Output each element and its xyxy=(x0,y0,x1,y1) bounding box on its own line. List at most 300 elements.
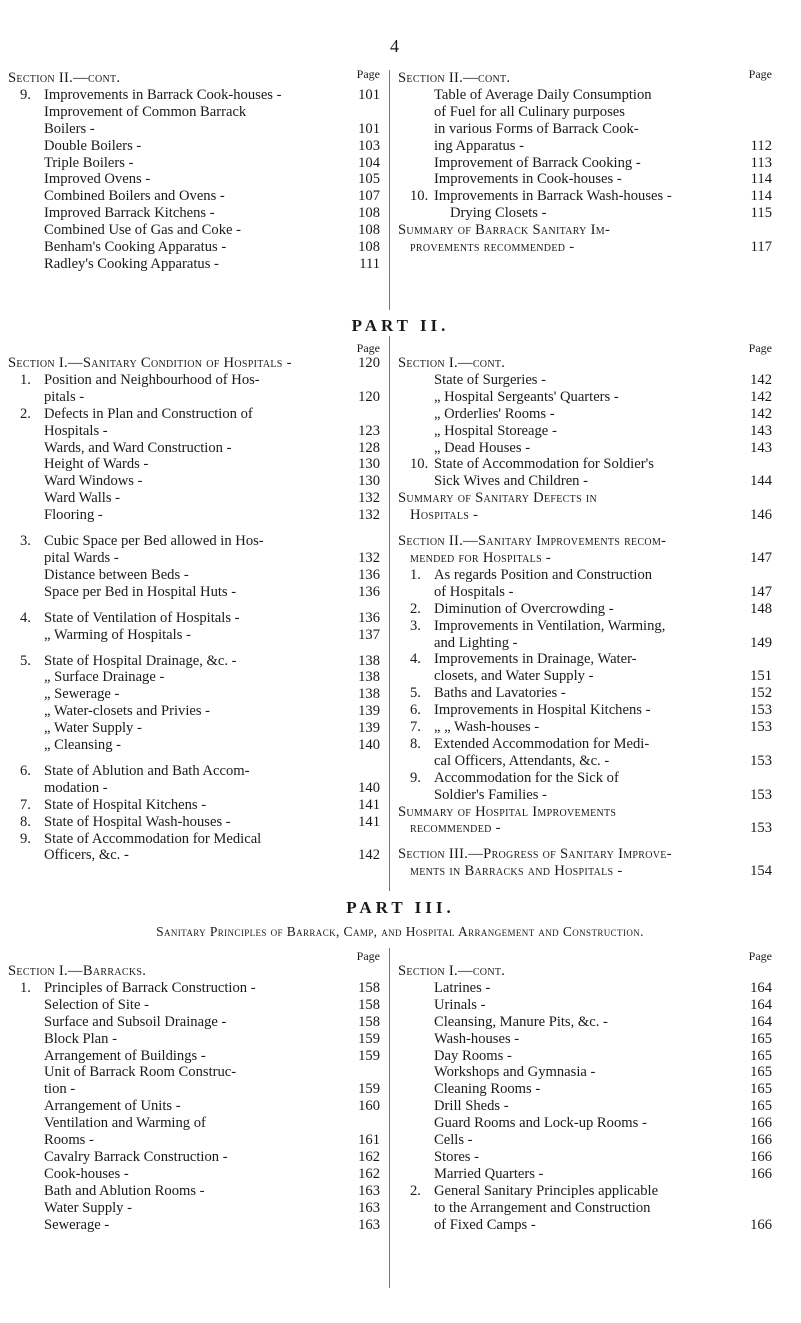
toc-entry xyxy=(398,550,772,567)
page-ref: 151 xyxy=(750,668,772,685)
toc-entry xyxy=(8,473,380,490)
entry-number: 6. xyxy=(20,762,31,779)
page-ref: 142 xyxy=(750,388,772,405)
leader-dash: - xyxy=(141,171,154,188)
page-ref: 115 xyxy=(750,205,772,222)
page-label: Page xyxy=(356,67,380,81)
part-banner: Sanitary Principles of Barrack, Camp, and Hospital Arrangement and Construction. xyxy=(156,924,644,939)
entry-title: Arrangement of Buildings xyxy=(44,1047,198,1064)
section-heading: Section I.—cont. xyxy=(398,355,506,371)
leader-dash: - xyxy=(217,239,230,256)
entry-title: Improvement of Barrack Cooking xyxy=(434,154,633,171)
leader-dash: - xyxy=(120,1165,133,1182)
leader-dash: - xyxy=(491,820,505,837)
entry-title: „ Water-closets and Privies xyxy=(44,703,202,720)
page-ref: 120 xyxy=(358,388,380,405)
entry-title: „ Cleansing xyxy=(44,737,113,754)
part-title: PART II. xyxy=(351,316,450,335)
page-ref: 108 xyxy=(358,205,380,222)
toc-entry xyxy=(398,719,772,736)
page-ref: 166 xyxy=(750,1132,772,1149)
entry-title: Stores xyxy=(434,1148,471,1165)
leader-dash: - xyxy=(180,566,193,583)
leader-dash: - xyxy=(111,490,124,507)
toc-entry xyxy=(8,423,380,440)
toc-entry xyxy=(398,753,772,770)
entry-title: in various Forms of Barrack Cook- xyxy=(434,120,639,137)
page-ref: 139 xyxy=(358,720,380,737)
page-ref: 103 xyxy=(358,137,380,154)
leader-dash: - xyxy=(282,355,296,371)
toc-entry xyxy=(398,997,772,1014)
page-ref: 158 xyxy=(358,979,380,996)
entry-title: Summary of Hospital Improvements xyxy=(398,803,617,820)
entry-title: Arrangement of Units xyxy=(44,1098,173,1115)
toc-entry xyxy=(398,1217,772,1234)
page-ref: 165 xyxy=(750,1098,772,1115)
entry-number: 1. xyxy=(20,979,31,996)
entry-title: Principles of Barrack Construction xyxy=(44,979,248,996)
leader-dash: - xyxy=(99,422,112,439)
toc-entry xyxy=(398,533,772,550)
entry-title: Baths and Lavatories xyxy=(434,685,558,702)
entry-number: 3. xyxy=(20,533,31,550)
entry-title: Improved Barrack Kitchens xyxy=(44,205,207,222)
entries xyxy=(398,87,772,256)
toc-entry xyxy=(8,87,380,104)
page-label: Page xyxy=(356,949,380,963)
page-label: Page xyxy=(748,949,772,963)
entry-title: recommended xyxy=(410,820,492,837)
toc-entry xyxy=(398,668,772,685)
entry-title: and Lighting xyxy=(434,634,509,651)
leader-dash: - xyxy=(120,847,133,864)
toc-entry xyxy=(8,831,380,848)
entry-title: Urinals xyxy=(434,996,477,1013)
page-ref: 149 xyxy=(750,634,772,651)
entry-title: State of Surgeries xyxy=(434,371,538,388)
leader-dash: - xyxy=(75,388,88,405)
entry-title: Benham's Cooking Apparatus xyxy=(44,239,218,256)
leader-dash: - xyxy=(206,205,219,222)
leader-dash: - xyxy=(197,796,210,813)
leader-dash: - xyxy=(663,188,676,205)
toc-entry xyxy=(398,820,772,837)
entry-title: Selection of Site xyxy=(44,996,141,1013)
toc-entry xyxy=(8,490,380,507)
page-ref: 140 xyxy=(358,737,380,754)
entry-title: Combined Use of Gas and Coke xyxy=(44,222,233,239)
toc-entry xyxy=(398,490,772,507)
entries xyxy=(398,372,772,880)
leader-dash: - xyxy=(599,1013,612,1030)
part-title: PART III. xyxy=(346,898,455,917)
toc-entry xyxy=(398,171,772,188)
page-ref: 153 xyxy=(750,786,772,803)
toc-entry xyxy=(8,456,380,473)
toc-entry xyxy=(8,567,380,584)
entry-title: Drying Closets xyxy=(450,205,538,222)
page-ref: 142 xyxy=(750,371,772,388)
leader-dash: - xyxy=(228,652,241,669)
toc-col-2a xyxy=(8,340,380,864)
page-ref: 159 xyxy=(358,1047,380,1064)
toc-entry xyxy=(398,1098,772,1115)
entry-title: Combined Boilers and Ovens xyxy=(44,188,217,205)
page-ref: 130 xyxy=(358,456,380,473)
entry-title: Hospitals xyxy=(410,507,470,524)
toc-col-3a xyxy=(8,948,380,1234)
page-ref: 138 xyxy=(358,669,380,686)
leader-dash: - xyxy=(140,996,153,1013)
toc-entry xyxy=(8,1115,380,1132)
page-ref: 153 xyxy=(750,752,772,769)
toc-entry xyxy=(8,669,380,686)
entry-title: Flooring xyxy=(44,507,95,524)
entry-title: „ Orderlies' Rooms xyxy=(434,405,547,422)
page-ref: 138 xyxy=(358,652,380,669)
toc-entry xyxy=(398,440,772,457)
entry-title: of Fuel for all Culinary purposes xyxy=(434,103,625,120)
toc-entry xyxy=(8,188,380,205)
column-divider xyxy=(389,70,390,310)
spacer xyxy=(8,644,380,653)
entry-title: Cleansing, Manure Pits, &c. xyxy=(434,1013,600,1030)
entry-title: Drill Sheds xyxy=(434,1098,501,1115)
toc-col-1b xyxy=(398,67,772,256)
page-label: Page xyxy=(356,341,380,355)
entry-number: 9. xyxy=(20,86,31,103)
entry-number: 9. xyxy=(20,830,31,847)
page-ref: 147 xyxy=(750,549,772,566)
entry-title: provements recommended xyxy=(410,239,566,256)
page-ref: 159 xyxy=(358,1081,380,1098)
page-ref: 136 xyxy=(358,583,380,600)
page-ref: 165 xyxy=(750,1047,772,1064)
toc-entry xyxy=(398,601,772,618)
entry-title: Improvements in Drainage, Water- xyxy=(434,651,637,668)
leader-dash: - xyxy=(124,154,138,171)
page-ref: 114 xyxy=(750,188,772,205)
toc-entry xyxy=(398,702,772,719)
entry-number: 2. xyxy=(410,1182,421,1199)
page-ref: 123 xyxy=(358,422,380,439)
toc-entry xyxy=(398,651,772,668)
toc-entry xyxy=(398,423,772,440)
entry-number: 1. xyxy=(20,371,31,388)
toc-entry xyxy=(398,1064,772,1081)
leader-dash: - xyxy=(638,1115,651,1132)
toc-entry xyxy=(8,1183,380,1200)
entry-title: State of Hospital Kitchens xyxy=(44,796,198,813)
toc-entry xyxy=(8,686,380,703)
page-ref: 137 xyxy=(358,626,380,643)
toc-entry xyxy=(398,685,772,702)
toc-entry xyxy=(8,406,380,423)
leader-dash: - xyxy=(527,1216,540,1233)
entry-number: 9. xyxy=(410,769,421,786)
toc-entry xyxy=(8,627,380,644)
entry-number: 8. xyxy=(20,813,31,830)
leader-dash: - xyxy=(538,786,551,803)
section-heading: Section II.—cont. xyxy=(8,70,121,86)
toc-entry xyxy=(398,507,772,524)
leader-dash: - xyxy=(521,439,534,456)
toc-entry xyxy=(398,87,772,104)
entry-number: 7. xyxy=(20,796,31,813)
toc-entry xyxy=(8,1149,380,1166)
page-ref: 113 xyxy=(750,154,772,171)
page-ref: 159 xyxy=(358,1030,380,1047)
page-ref: 142 xyxy=(358,847,380,864)
toc-entry xyxy=(398,1031,772,1048)
toc-entry xyxy=(8,763,380,780)
entry-title: Ward Windows xyxy=(44,473,134,490)
spacer xyxy=(8,601,380,610)
leader-dash: - xyxy=(464,1132,477,1149)
page-ref: 166 xyxy=(750,1216,772,1233)
entry-number: 5. xyxy=(20,652,31,669)
entry-title: „ „ Wash-houses xyxy=(434,719,531,736)
leader-dash: - xyxy=(110,549,123,566)
page-ref: 141 xyxy=(358,813,380,830)
toc-entry xyxy=(398,389,772,406)
leader-dash: - xyxy=(231,609,244,626)
entry-title: Water Supply xyxy=(44,1199,124,1216)
page-ref: 165 xyxy=(750,1030,772,1047)
page-ref: 166 xyxy=(750,1148,772,1165)
leader-dash: - xyxy=(216,188,229,205)
entry-number: 4. xyxy=(20,609,31,626)
entry-title: Cook-houses xyxy=(44,1165,121,1182)
page-ref: 163 xyxy=(358,1182,380,1199)
toc-col-2b xyxy=(398,340,772,880)
toc-entry xyxy=(398,188,772,205)
page-ref: 162 xyxy=(358,1165,380,1182)
leader-dash: - xyxy=(232,222,245,239)
toc-entry xyxy=(8,997,380,1014)
toc-entry xyxy=(398,222,772,239)
entries xyxy=(8,355,380,864)
leader-dash: - xyxy=(503,1047,516,1064)
entry-title: Double Boilers xyxy=(44,137,133,154)
section-heading: Section II.—cont. xyxy=(398,70,511,86)
entry-title: pitals xyxy=(44,388,76,405)
leader-dash: - xyxy=(197,1047,210,1064)
entry-title: Soldier's Families xyxy=(434,786,539,803)
page-ref: 164 xyxy=(750,1013,772,1030)
leader-dash: - xyxy=(586,1064,600,1081)
leader-dash: - xyxy=(500,1098,513,1115)
leader-dash: - xyxy=(210,255,223,272)
toc-entry xyxy=(8,720,380,737)
entry-title: Ward Walls xyxy=(44,490,112,507)
toc-entry xyxy=(398,567,772,584)
toc-entry xyxy=(8,847,380,864)
spacer xyxy=(8,754,380,763)
leader-dash: - xyxy=(219,1148,232,1165)
page-label: Page xyxy=(748,67,772,81)
toc-entry xyxy=(8,389,380,406)
leader-dash: - xyxy=(605,600,618,617)
leader-dash: - xyxy=(546,405,559,422)
entry-title: Sewerage xyxy=(44,1216,101,1233)
leader-dash: - xyxy=(515,137,528,154)
toc-entry xyxy=(8,507,380,524)
leader-dash: - xyxy=(565,239,579,256)
page-ref: 166 xyxy=(750,1165,772,1182)
entry-title: of Hospitals xyxy=(434,583,505,600)
page-ref: 158 xyxy=(358,996,380,1013)
toc-entry xyxy=(8,1014,380,1031)
entry-title: „ Dead Houses xyxy=(434,439,522,456)
leader-dash: - xyxy=(86,120,99,137)
entry-title: „ Hospital Sergeants' Quarters xyxy=(434,388,611,405)
page-ref: 153 xyxy=(750,702,772,719)
column-divider xyxy=(389,336,390,891)
toc-entry xyxy=(8,780,380,797)
toc-entry xyxy=(8,239,380,256)
toc-entry xyxy=(398,104,772,121)
entry-title: Accommodation for the Sick of xyxy=(434,769,619,786)
toc-entry xyxy=(8,138,380,155)
page-ref: 165 xyxy=(750,1081,772,1098)
leader-dash: - xyxy=(470,1148,483,1165)
page-ref: 146 xyxy=(750,507,772,524)
entry-title: Summary of Barrack Sanitary Im- xyxy=(398,222,611,239)
page-ref: 132 xyxy=(358,507,380,524)
toc-col-1a xyxy=(8,67,380,273)
entry-title: cal Officers, Attendants, &c. xyxy=(434,752,601,769)
toc-entry xyxy=(8,155,380,172)
page-ref: 143 xyxy=(750,439,772,456)
entry-title: Improvements in Cook-houses xyxy=(434,171,614,188)
toc-entry xyxy=(398,121,772,138)
page-ref: 164 xyxy=(750,996,772,1013)
toc-entry xyxy=(8,610,380,627)
toc-entry xyxy=(398,584,772,601)
entry-title: Married Quarters xyxy=(434,1165,535,1182)
toc-entry xyxy=(398,1132,772,1149)
toc-entry xyxy=(8,205,380,222)
leader-dash: - xyxy=(537,205,551,222)
toc-entry xyxy=(398,618,772,635)
entry-title: Officers, &c. xyxy=(44,847,121,864)
entry-title: Section III.—Progress of Sanitary Improve- xyxy=(398,846,672,863)
toc-entry xyxy=(8,1217,380,1234)
entry-title: Improvements in Barrack Cook-houses xyxy=(44,86,273,103)
entry-number: 2. xyxy=(20,405,31,422)
page-ref: 132 xyxy=(358,490,380,507)
page-ref: 164 xyxy=(750,979,772,996)
toc-entry xyxy=(398,1014,772,1031)
leader-dash: - xyxy=(85,1132,98,1149)
toc-entry xyxy=(8,222,380,239)
entry-number: 10. xyxy=(410,188,429,205)
toc-entry xyxy=(8,1081,380,1098)
entry-title: Diminution of Overcrowding xyxy=(434,600,606,617)
entry-title: Section I.—Sanitary Condition of Hospitals xyxy=(8,355,283,371)
entry-title: Workshops and Gymnasia xyxy=(434,1064,587,1081)
page-ref: 152 xyxy=(750,685,772,702)
entries xyxy=(398,980,772,1234)
page-ref: 112 xyxy=(750,137,772,154)
page-ref: 148 xyxy=(750,600,772,617)
toc-entry xyxy=(398,473,772,490)
leader-dash: - xyxy=(273,86,286,103)
page-ref: 144 xyxy=(750,473,772,490)
entry-title: Wards, and Ward Construction xyxy=(44,439,223,456)
spacer xyxy=(398,524,772,533)
entry-title: Latrines xyxy=(434,979,482,996)
entry-title: Improvements in Hospital Kitchens xyxy=(434,702,642,719)
leader-dash: - xyxy=(469,507,483,524)
toc-entry xyxy=(398,635,772,652)
toc-entry xyxy=(8,797,380,814)
entry-title: Improvements in Barrack Wash-houses xyxy=(434,188,664,205)
entry-title: Improvement of Common Barrack xyxy=(44,103,247,120)
page-ref: 153 xyxy=(750,719,772,736)
leader-dash: - xyxy=(579,473,592,490)
toc-entry xyxy=(8,171,380,188)
entry-title: Day Rooms xyxy=(434,1047,504,1064)
entry-title: Rooms xyxy=(44,1132,86,1149)
page-ref: 101 xyxy=(358,120,380,137)
entry-title: ments in Barracks and Hospitals xyxy=(410,863,614,880)
toc-entry xyxy=(398,1166,772,1183)
entry-title: Wash-houses xyxy=(434,1030,511,1047)
entry-number: 2. xyxy=(410,600,421,617)
entry-title: Hospitals xyxy=(44,422,100,439)
entry-title: of Fixed Camps xyxy=(434,1216,528,1233)
page-number: 4 xyxy=(390,36,399,56)
leader-dash: - xyxy=(139,456,152,473)
entry-title: „ Warming of Hospitals xyxy=(44,626,183,643)
page-ref: 108 xyxy=(358,239,380,256)
entry-title: Position and Neighbourhood of Hos- xyxy=(44,371,260,388)
entries xyxy=(8,980,380,1234)
entry-title: State of Accommodation for Medical xyxy=(44,830,262,847)
page-ref: 104 xyxy=(358,154,380,171)
entry-number: 8. xyxy=(410,735,421,752)
entry-number: 6. xyxy=(410,702,421,719)
entry-number: 3. xyxy=(410,617,421,634)
leader-dash: - xyxy=(108,1030,121,1047)
entry-title: „ Hospital Storeage xyxy=(434,422,549,439)
entry-title: Cleaning Rooms xyxy=(434,1081,532,1098)
leader-dash: - xyxy=(132,137,145,154)
entry-title: modation xyxy=(44,779,100,796)
page-ref: 158 xyxy=(358,1013,380,1030)
toc-entry xyxy=(8,703,380,720)
toc-entry xyxy=(8,533,380,550)
entry-title: State of Hospital Drainage, &c. xyxy=(44,652,228,669)
toc-entry xyxy=(8,1166,380,1183)
leader-dash: - xyxy=(481,979,494,996)
toc-entry xyxy=(398,239,772,256)
leader-dash: - xyxy=(172,1098,185,1115)
leader-dash: - xyxy=(123,1199,136,1216)
toc-entry xyxy=(8,550,380,567)
toc-entry xyxy=(398,155,772,172)
page-ref: 160 xyxy=(358,1098,380,1115)
page-ref: 140 xyxy=(358,779,380,796)
leader-dash: - xyxy=(133,720,146,737)
entry-title: Cubic Space per Bed allowed in Hos- xyxy=(44,533,264,550)
leader-dash: - xyxy=(217,1013,231,1030)
leader-dash: - xyxy=(541,549,555,566)
leader-dash: - xyxy=(548,422,561,439)
